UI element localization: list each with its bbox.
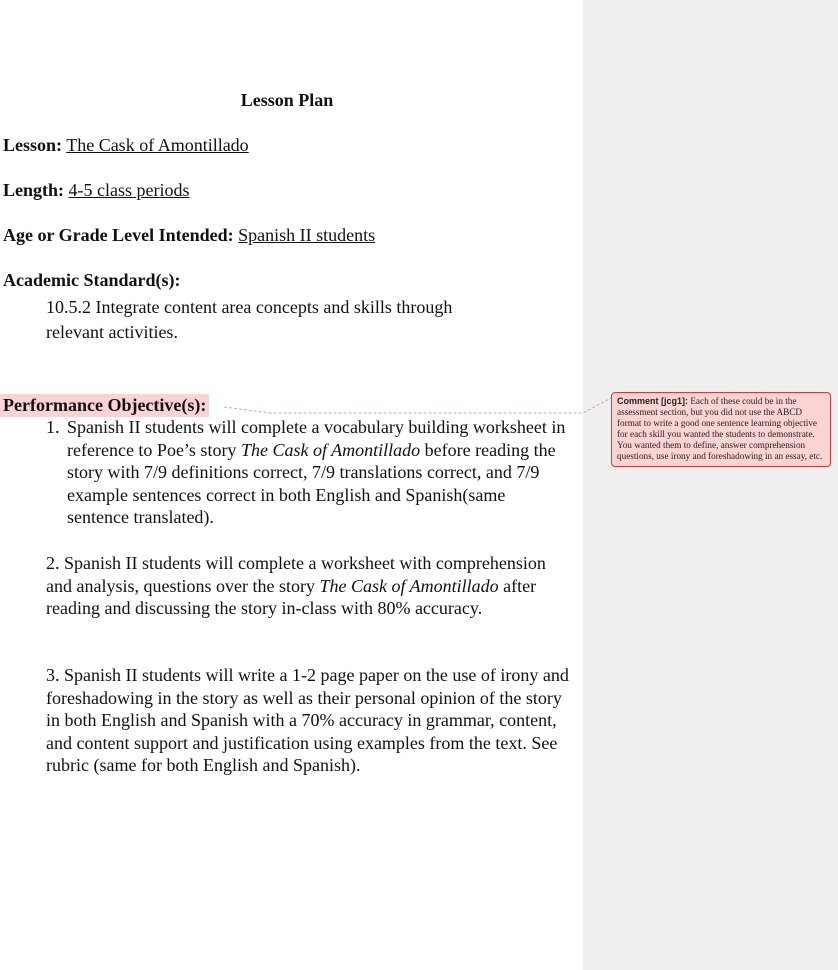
lesson-field	[3, 135, 249, 156]
objective-2-text-b: after reading and discussing the story in-class with 80% accuracy.	[46, 575, 537, 618]
academic-standards-heading	[3, 270, 181, 291]
academic-standard-line-2: relevant activities.	[46, 322, 178, 342]
grade-level-field	[3, 225, 375, 246]
grade-level-label: Age or Grade Level Intended:	[3, 225, 234, 245]
objective-item-1	[46, 416, 566, 529]
length-value: 4-5 class periods	[68, 180, 190, 200]
comment-margin-pane	[583, 0, 838, 970]
length-label: Length:	[3, 180, 65, 200]
comment-balloon[interactable]	[611, 392, 831, 467]
lesson-label: Lesson:	[3, 135, 63, 155]
length-field	[3, 180, 190, 201]
objective-1-text	[67, 416, 566, 529]
objective-1-text-b: before reading the story with 7/9 definitions correct, 7/9 translations correct, and 7/9 example sentences correct in both English and Spanish(same sentence translated).	[67, 439, 556, 527]
objective-1-text-a: Spanish II students will complete a vocabulary building worksheet in reference to Poe’s story	[67, 417, 566, 460]
grade-level-value: Spanish II students	[238, 225, 376, 245]
academic-standard-text	[46, 295, 546, 345]
comment-text: Each of these could be in the assessment section, but you did not use the ABCD format to write a good one sentence learning objective for each skill you wanted the students to demonstrate. You wanted them to define, answer comprehension questions, use irony and foreshadowing in an essay, etc.	[617, 396, 823, 461]
performance-objectives-heading: Performance Objective(s):	[0, 394, 209, 417]
objective-1-number: 1.	[46, 417, 60, 437]
objective-2-text-a: 2. Spanish II students will complete a worksheet with comprehension and analysis, questions over the story	[46, 553, 546, 596]
objective-item-2	[46, 552, 576, 620]
lesson-value: The Cask of Amontillado	[66, 135, 249, 155]
comment-label: Comment [jcg1]:	[617, 396, 689, 406]
page-title: Lesson Plan	[240, 90, 334, 110]
academic-standards-label: Academic Standard(s):	[3, 270, 181, 290]
academic-standard-line-1: 10.5.2 Integrate content area concepts and skills through	[46, 297, 453, 317]
objective-1-story-title: The Cask of Amontillado	[240, 439, 421, 460]
objective-item-3: 3. Spanish II students will write a 1-2 page paper on the use of irony and foreshadowing in the story as well as their personal opinion of the story in both English and Spanish with a 70% accuracy in grammar, content, and content support and justification using examples from the text. See rubric (same for both English and Spanish).	[46, 665, 569, 775]
objective-2-story-title: The Cask of Amontillado	[319, 575, 499, 596]
